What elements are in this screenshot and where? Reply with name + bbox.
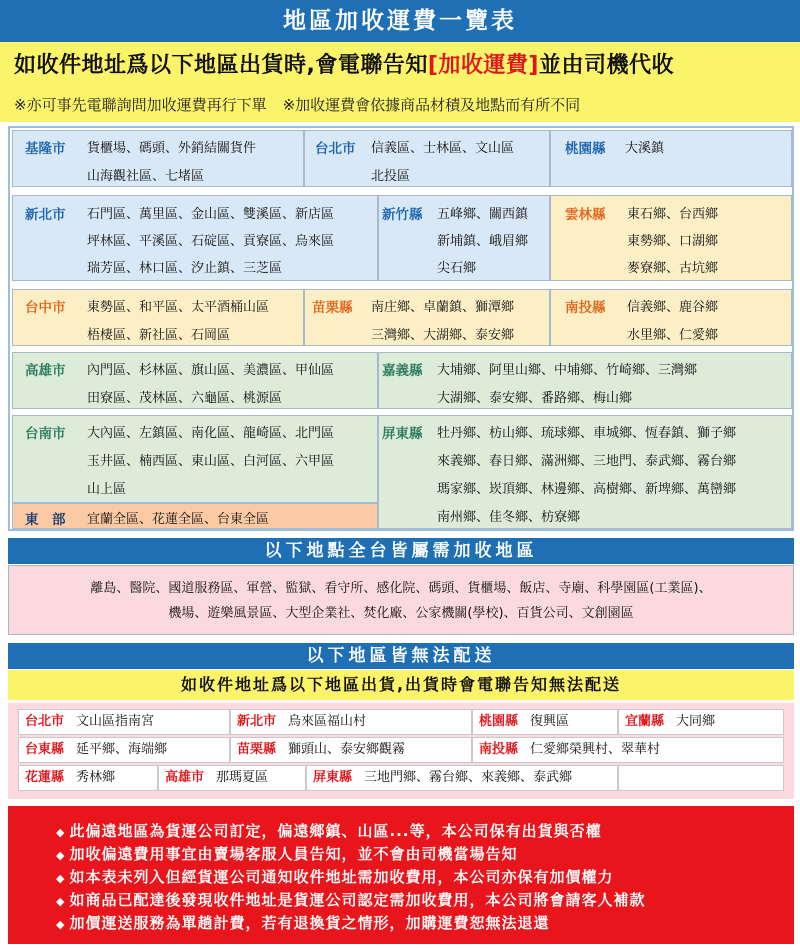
- no-delivery-cell: [230, 709, 472, 735]
- region-line: 信義區、士林區、文山區: [371, 141, 515, 156]
- region-line: 南州鄉、佳冬鄉、枋寮鄉: [437, 510, 581, 525]
- no-delivery-text: 大同鄉: [676, 714, 716, 729]
- region-line: 石門區、萬里區、金山區、雙溪區、新店區: [87, 207, 335, 222]
- term-line: [56, 889, 645, 910]
- no-delivery-subtitle: 如收件地址爲以下地區出貨,出貨時會電聯告知無法配送: [8, 670, 794, 700]
- region-line: 田寮區、茂林區、六龜區、桃源區: [87, 391, 283, 406]
- region-line: 瑞芳區、林口區、汐止鎮、三芝區: [87, 261, 283, 276]
- notice-sub-1: ※亦可事先電聯詢問加收運費再行下單: [14, 96, 267, 114]
- no-delivery-region: 新北市: [237, 714, 277, 729]
- no-delivery-cell: [306, 765, 618, 791]
- no-delivery-region: 苗栗縣: [237, 742, 277, 757]
- region-line: 北投區: [371, 169, 411, 184]
- no-delivery-text: 文山區指南宮: [76, 714, 155, 729]
- no-delivery-cell: [18, 709, 230, 735]
- no-delivery-cell: [618, 709, 784, 735]
- region-name: 東 部: [25, 512, 66, 528]
- region-line: 南庄鄉、卓蘭鎮、獅潭鄉: [371, 300, 515, 315]
- no-delivery-region: 台東縣: [25, 742, 65, 757]
- region-line: 東石鄉、台西鄉: [627, 207, 719, 222]
- region-name: 台中市: [25, 300, 66, 316]
- notice-highlight: [加收運費]: [427, 53, 539, 78]
- no-delivery-region: 高雄市: [165, 770, 205, 785]
- island-wide-line: 離島、醫院、國道服務區、軍營、監獄、看守所、感化院、碼頭、貨櫃場、飯店、寺廟、科學園區(工業區)、: [90, 581, 712, 596]
- no-delivery-cell: [18, 737, 230, 763]
- term-line: [56, 912, 549, 933]
- region-name: 基隆市: [25, 141, 66, 157]
- region-line: 東勢區、和平區、太平酒桶山區: [87, 300, 270, 315]
- no-delivery-region: 台北市: [25, 714, 65, 729]
- bullet-icon: ◆: [56, 849, 66, 862]
- no-delivery-text: 復興區: [530, 714, 570, 729]
- region-line: 麥寮鄉、古坑鄉: [627, 261, 719, 276]
- no-delivery-text: 三地門鄉、霧台鄉、來義鄉、泰武鄉: [364, 770, 573, 785]
- region-line: 來義鄉、春日鄉、滿洲鄉、三地門、泰武鄉、霧台鄉: [437, 454, 737, 469]
- no-delivery-text: 獅頭山、泰安鄉觀霧: [288, 742, 406, 757]
- region-line: 宜蘭全區、花蓮全區、台東全區: [87, 512, 270, 527]
- region-line: 玉井區、楠西區、東山區、白河區、六甲區: [87, 454, 335, 469]
- region-line: 梧棲區、新社區、石岡區: [87, 328, 231, 343]
- region-line: 瑪家鄉、崁頂鄉、林邊鄉、高樹鄉、新埤鄉、萬巒鄉: [437, 482, 737, 497]
- region-line: 大埔鄉、阿里山鄉、中埔鄉、竹崎鄉、三灣鄉: [437, 363, 698, 378]
- region-newtaipei: [12, 195, 378, 281]
- no-delivery-cell-empty: [618, 765, 784, 791]
- island-wide-title: 以下地點全台皆屬需加收地區: [8, 538, 794, 564]
- island-wide-list: [8, 565, 794, 635]
- notice-main-post: 並由司機代收: [538, 53, 674, 78]
- region-nantou: [550, 289, 792, 346]
- region-line: 山海觀社區、七堵區: [87, 169, 205, 184]
- region-pingtung: [378, 415, 792, 529]
- region-line: 大溪鎮: [625, 141, 665, 156]
- region-name: 嘉義縣: [382, 363, 423, 379]
- region-name: 桃園縣: [565, 141, 606, 157]
- no-delivery-text: 烏來區福山村: [288, 714, 367, 729]
- region-line: 山上區: [87, 482, 127, 497]
- region-line: 五峰鄉、關西鎮: [437, 207, 529, 222]
- region-line: 東勢鄉、口湖鄉: [627, 234, 719, 249]
- region-line: 坪林區、平溪區、石碇區、貢寮區、烏來區: [87, 234, 335, 249]
- no-delivery-cell: [158, 765, 306, 791]
- no-delivery-cell: [230, 737, 472, 763]
- region-line: 貨櫃場、碼頭、外銷結關貨件: [87, 141, 257, 156]
- region-name: 台北市: [315, 141, 356, 157]
- region-yunlin: [550, 195, 792, 281]
- no-delivery-cell: [472, 709, 618, 735]
- term-text: 如商品已配達後發現收件地址是貨運公司認定需加收費用，本公司將會請客人補款: [69, 891, 646, 909]
- region-line: 尖石鄉: [437, 261, 477, 276]
- region-hsinchu: [378, 195, 550, 281]
- notice-banner: [0, 42, 800, 122]
- term-text: 加價運送服務為單趟計費，若有退換貨之情形，加購運費恕無法退還: [69, 914, 550, 932]
- bullet-icon: ◆: [56, 826, 66, 839]
- term-line: [56, 866, 613, 887]
- region-line: 三灣鄉、大湖鄉、泰安鄉: [371, 328, 515, 343]
- region-taipei: [304, 130, 550, 187]
- region-name: 新竹縣: [382, 207, 423, 223]
- region-kaohsiung: [12, 352, 378, 409]
- terms-box: [8, 806, 794, 944]
- region-line: 大湖鄉、泰安鄉、番路鄉、梅山鄉: [437, 391, 633, 406]
- region-line: 新埔鎮、峨眉鄉: [437, 234, 529, 249]
- no-delivery-text: 仁愛鄉榮興村、翠華村: [530, 742, 661, 757]
- region-name: 台南市: [25, 426, 66, 442]
- region-line: 信義鄉、鹿谷鄉: [627, 300, 719, 315]
- region-keelung: [12, 130, 304, 187]
- region-name: 屏東縣: [382, 426, 423, 442]
- term-text: 加收偏遠費用事宜由賣場客服人員告知，並不會由司機當場告知: [69, 845, 518, 863]
- region-tainan: [12, 415, 378, 503]
- term-text: 如本表未列入但經貨運公司通知收件地址需加收費用，本公司亦保有加價權力: [69, 868, 614, 886]
- bullet-icon: ◆: [56, 895, 66, 908]
- notice-main-pre: 如收件地址爲以下地區出貨時,會電聯告知: [14, 53, 428, 78]
- island-wide-line: 機場、遊樂風景區、大型企業社、焚化廠、公家機關(學校)、百貨公司、文創園區: [168, 606, 634, 621]
- region-taoyuan: [550, 130, 792, 187]
- no-delivery-table: [8, 703, 794, 799]
- page-title: 地區加收運費一覽表: [0, 0, 800, 42]
- no-delivery-cell: [18, 765, 158, 791]
- region-name: 新北市: [25, 207, 66, 223]
- no-delivery-text: 那瑪夏區: [216, 770, 269, 785]
- region-name: 苗栗縣: [312, 300, 353, 316]
- term-line: [56, 843, 517, 864]
- no-delivery-text: 延平鄉、海端鄉: [76, 742, 168, 757]
- region-line: 大內區、左鎮區、南化區、龍崎區、北門區: [87, 426, 335, 441]
- no-delivery-region: 宜蘭縣: [625, 714, 665, 729]
- region-chiayi: [378, 352, 792, 409]
- region-line: 水里鄉、仁愛鄉: [627, 328, 719, 343]
- region-east: [12, 503, 378, 529]
- term-line: [56, 820, 602, 841]
- no-delivery-region: 南投縣: [479, 742, 519, 757]
- region-miaoli: [304, 289, 550, 346]
- no-delivery-region: 花蓮縣: [25, 770, 65, 785]
- no-delivery-region: 屏東縣: [313, 770, 353, 785]
- region-name: 雲林縣: [565, 207, 606, 223]
- region-name: 高雄市: [25, 363, 66, 379]
- region-line: 牡丹鄉、枋山鄉、琉球鄉、車城鄉、恆春鎮、獅子鄉: [437, 426, 737, 441]
- no-delivery-text: 秀林鄉: [76, 770, 116, 785]
- surcharge-regions-table: [8, 126, 794, 531]
- region-name: 南投縣: [565, 300, 606, 316]
- region-taichung: [12, 289, 304, 346]
- notice-main: [14, 48, 674, 79]
- bullet-icon: ◆: [56, 918, 66, 931]
- no-delivery-cell: [472, 737, 784, 763]
- bullet-icon: ◆: [56, 872, 66, 885]
- term-text: 此偏遠地區為貨運公司訂定，偏遠鄉鎮、山區...等，本公司保有出貨與否權: [69, 822, 602, 840]
- no-delivery-title: 以下地區皆無法配送: [8, 643, 794, 669]
- no-delivery-region: 桃園縣: [479, 714, 519, 729]
- notice-sub-2: ※加收運費會依據商品材積及地點而有所不同: [282, 96, 581, 114]
- region-line: 內門區、杉林區、旗山區、美濃區、甲仙區: [87, 363, 335, 378]
- notice-sub: [14, 94, 596, 115]
